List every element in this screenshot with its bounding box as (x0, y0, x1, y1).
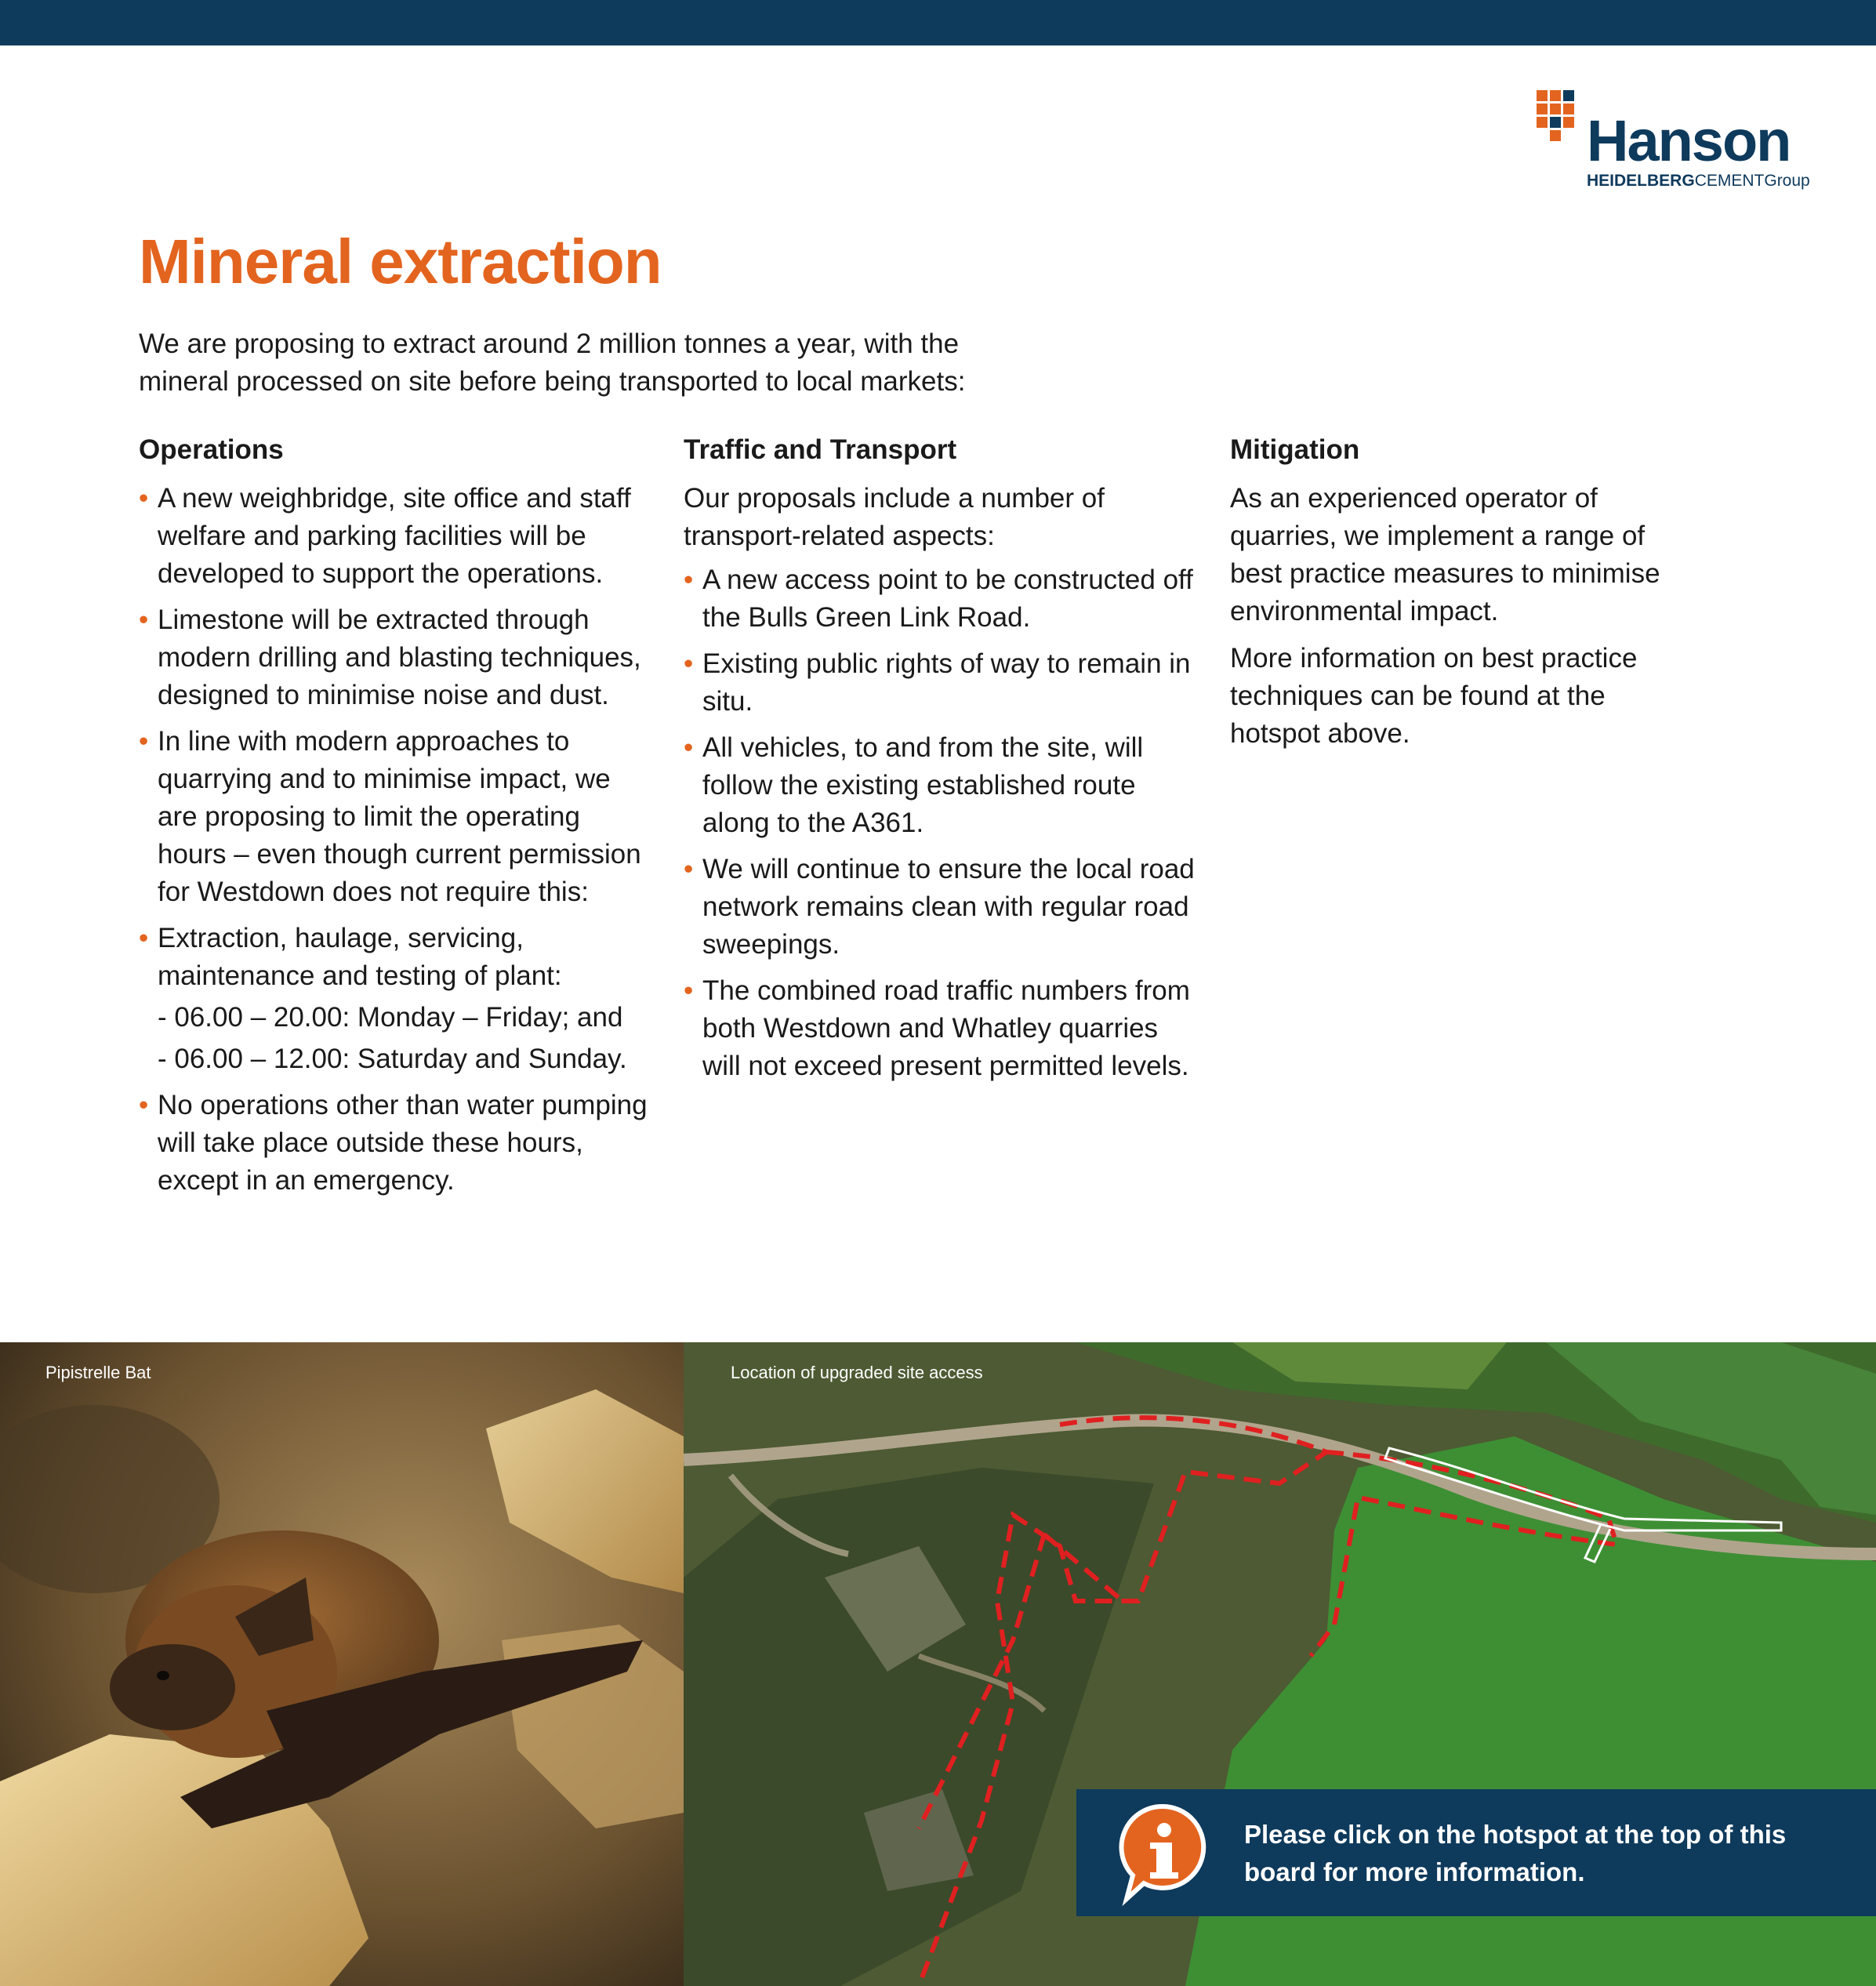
bat-caption: Pipistrelle Bat (45, 1363, 151, 1382)
list-item: • No operations other than water pumping will take place outside these hours, except in an emergency. (139, 1087, 656, 1200)
traffic-column (684, 431, 1201, 1094)
map-caption: Location of upgraded site access (731, 1363, 983, 1382)
mitigation-heading: Mitigation (1230, 434, 1360, 465)
mitigation-paragraph: As an experienced operator of quarries, we implement a range of best practice measures to minimise environmental impact. (1230, 483, 1660, 626)
logo-group-line: HEIDELBERGCEMENTGroup (1587, 172, 1810, 190)
list-item: • All vehicles, to and from the site, will follow the existing established route along to the A361. (684, 729, 1201, 842)
hours-weekend: - 06.00 – 12.00: Saturday and Sunday. (158, 1044, 627, 1074)
list-item: • A new weighbridge, site office and staff welfare and parking facilities will be developed to support the operations. (139, 480, 656, 593)
list-item: • In line with modern approaches to quarrying and to minimise impact, we are proposing to limit the operating hours – even though current permission for Westdown does not require this: (139, 723, 656, 911)
hours-weekday: - 06.00 – 20.00: Monday – Friday; and (158, 1002, 623, 1033)
traffic-heading: Traffic and Transport (684, 434, 957, 465)
list-item: • Existing public rights of way to remain in situ. (684, 645, 1201, 721)
operations-list (139, 480, 656, 1200)
mitigation-column (1230, 431, 1669, 762)
list-item: • We will continue to ensure the local road network remains clean with regular road sweepings. (684, 851, 1201, 964)
info-icon (1116, 1799, 1217, 1908)
traffic-list (684, 561, 1201, 1085)
list-item-hours: • Extraction, haulage, servicing, maintenance and testing of plant: - 06.00 – 20.00: Monday – Friday; and - 06.00 – 12.00: Saturday and Sunday. (139, 920, 656, 1078)
top-bar (0, 0, 1876, 45)
intro-text: We are proposing to extract around 2 million tonnes a year, with the mineral processed on site before being transported to local markets: (139, 329, 966, 397)
logo-wordmark: Hanson (1587, 108, 1791, 173)
mitigation-paragraph: More information on best practice techniques can be found at the hotspot above. (1230, 643, 1638, 749)
bat-photo-image (0, 1342, 684, 1986)
hanson-logo (1537, 90, 1819, 200)
operations-heading: Operations (139, 434, 284, 465)
bat-photo (0, 1342, 684, 1986)
info-text: Please click on the hotspot at the top of this board for more information. (1244, 1820, 1787, 1886)
logo-grid-icon (1537, 90, 1587, 140)
info-callout (1076, 1789, 1876, 1916)
list-item: • Limestone will be extracted through modern drilling and blasting techniques, designed to minimise noise and dust. (139, 601, 656, 714)
list-item: • A new access point to be constructed off the Bulls Green Link Road. (684, 561, 1201, 637)
operations-column (139, 431, 656, 1208)
traffic-intro: Our proposals include a number of transport-related aspects: (684, 483, 1105, 551)
page-title: Mineral extraction (139, 227, 662, 296)
list-item: • The combined road traffic numbers from both Westdown and Whatley quarries will not exceed present permitted levels. (684, 972, 1201, 1085)
